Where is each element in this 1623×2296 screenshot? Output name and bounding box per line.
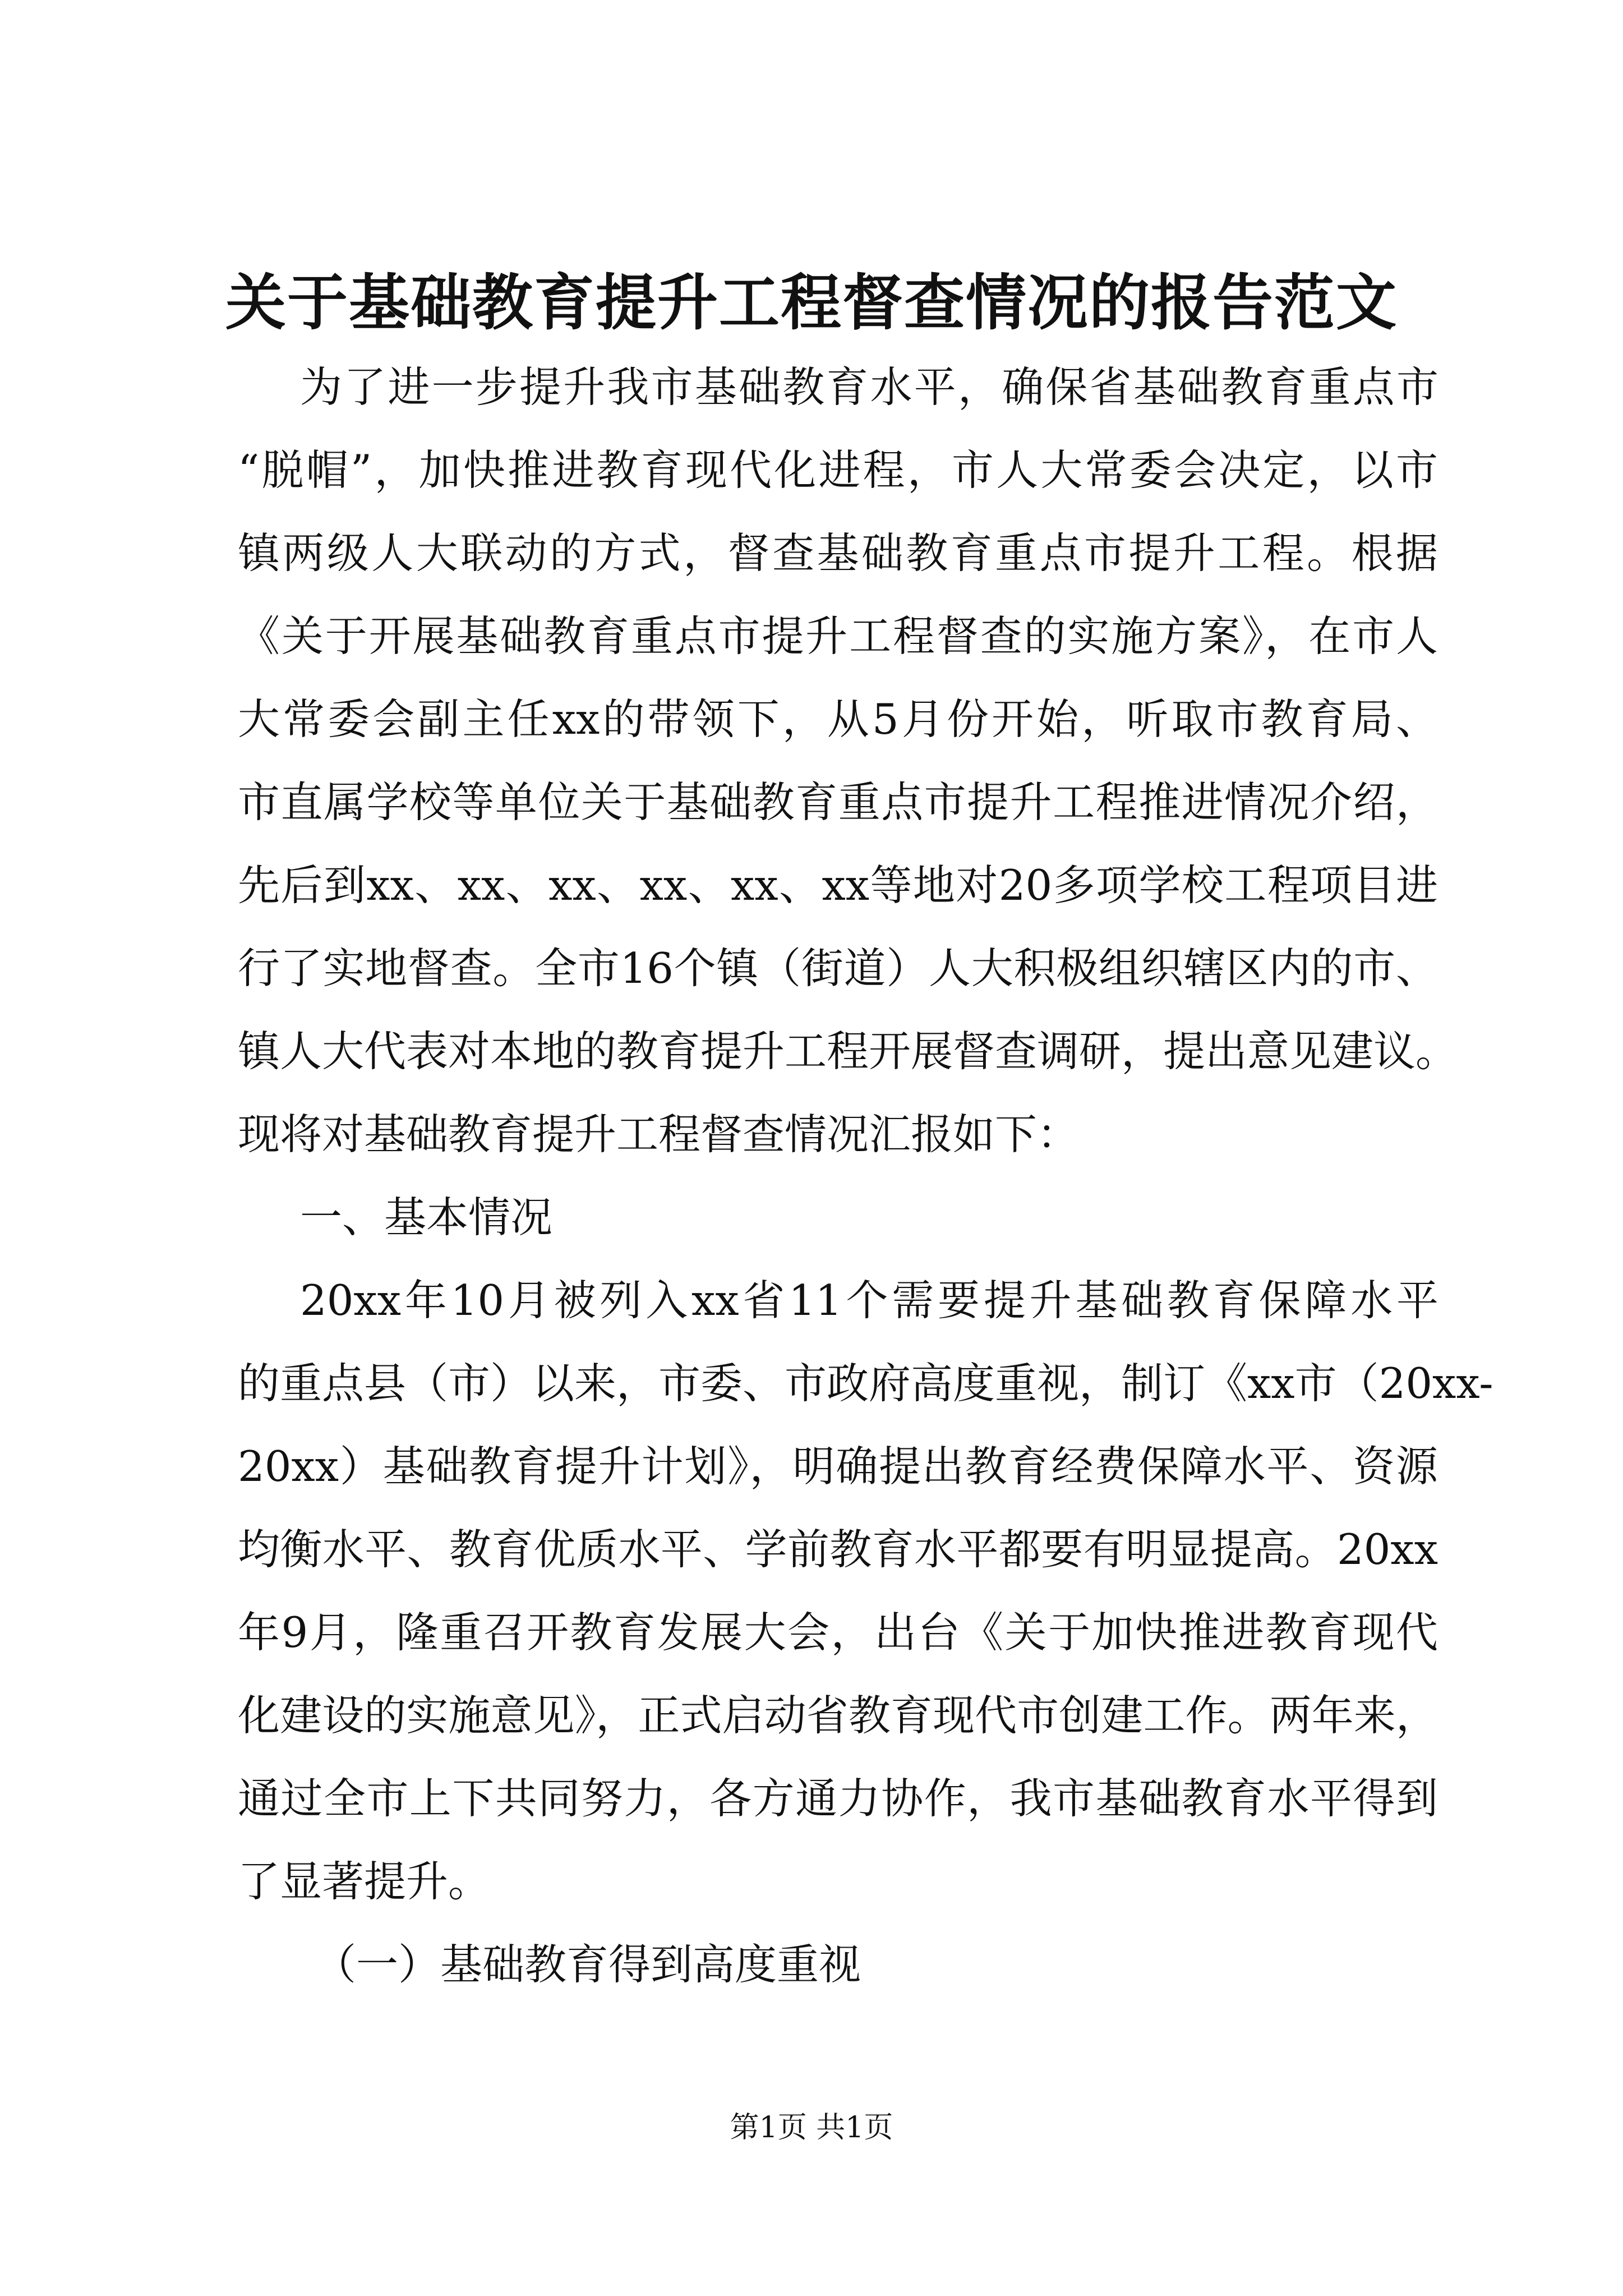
paragraph-line: 20xx年10月被列入xx省11个需要提升基础教育保障水平 <box>300 1276 1438 1325</box>
section-heading: 一、基本情况 <box>300 1193 553 1242</box>
paragraph-line: 均衡水平、教育优质水平、学前教育水平都要有明显提高。20xx <box>238 1525 1438 1574</box>
paragraph-line: 《关于开展基础教育重点市提升工程督查的实施方案》，在市人 <box>238 611 1438 661</box>
paragraph-line: 镇人大代表对本地的教育提升工程开展督查调研，提出意见建议。 <box>238 1027 1458 1076</box>
paragraph-line: 现将对基础教育提升工程督查情况汇报如下： <box>238 1110 1080 1159</box>
paragraph-line: 20xx）基础教育提升计划》，明确提出教育经费保障水平、资源 <box>238 1442 1438 1491</box>
paragraph-line: 先后到xx、xx、xx、xx、xx、xx等地对20多项学校工程项目进 <box>238 861 1438 910</box>
page-footer: 第1页 共1页 <box>730 2111 893 2145</box>
paragraph-line: “脱帽”，加快推进教育现代化进程，市人大常委会决定，以市 <box>238 445 1438 495</box>
paragraph-line: 镇两级人大联动的方式，督查基础教育重点市提升工程。根据 <box>238 528 1438 578</box>
paragraph-line: 化建设的实施意见》，正式启动省教育现代市创建工作。两年来， <box>238 1691 1438 1740</box>
paragraph-line: 年9月，隆重召开教育发展大会，出台《关于加快推进教育现代 <box>238 1608 1438 1657</box>
document-title: 关于基础教育提升工程督查情况的报告范文 <box>225 268 1398 338</box>
paragraph-line: 市直属学校等单位关于基础教育重点市提升工程推进情况介绍， <box>238 777 1438 827</box>
paragraph-line: 行了实地督查。全市16个镇（街道）人大积极组织辖区内的市、 <box>238 944 1438 993</box>
paragraph-line: 的重点县（市）以来，市委、市政府高度重视，制订《xx市（20xx- <box>238 1359 1493 1408</box>
subsection-heading: （一）基础教育得到高度重视 <box>314 1940 861 1989</box>
paragraph-line: 大常委会副主任xx的带领下，从5月份开始，听取市教育局、 <box>238 694 1438 744</box>
paragraph-line: 为了进一步提升我市基础教育水平，确保省基础教育重点市 <box>300 362 1438 412</box>
paragraph-line: 通过全市上下共同努力，各方通力协作，我市基础教育水平得到 <box>238 1774 1438 1823</box>
paragraph-line: 了显著提升。 <box>238 1857 491 1906</box>
